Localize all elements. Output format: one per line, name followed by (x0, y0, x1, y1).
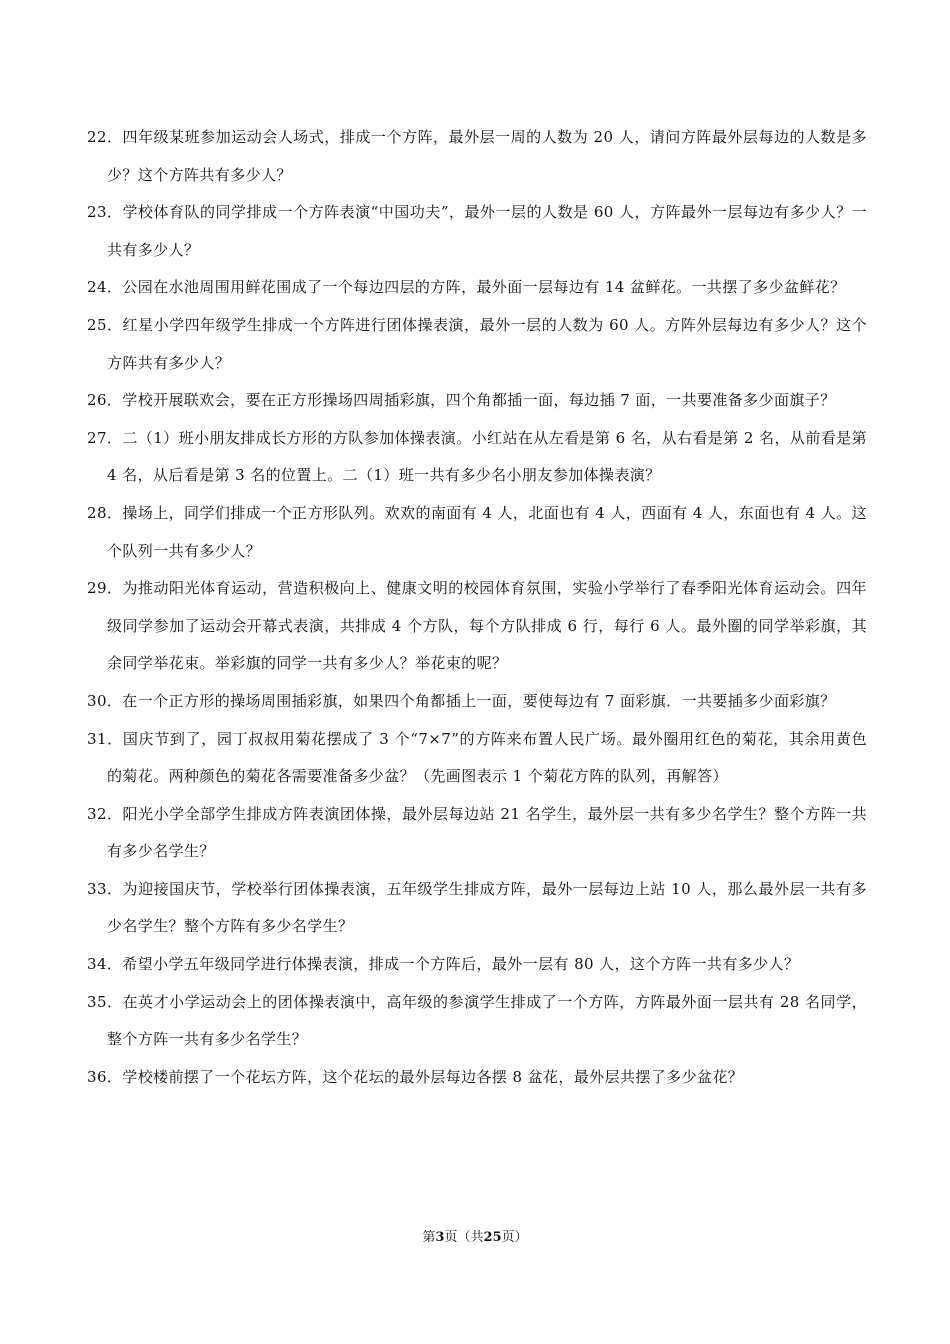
question-number: 36． (87, 1067, 123, 1086)
footer-total-pages: 25 (483, 1230, 502, 1245)
question-text: 为迎接国庆节，学校举行团体操表演，五年级学生排成方阵，最外一层每边上站 10 人，那么最外层一共有多少名学生？整个方阵有多少名学生？ (107, 879, 867, 936)
question-item (87, 1059, 867, 1097)
question-text: 公园在水池周围用鲜花围成了一个每边四层的方阵，最外面一层每边有 14 盆鲜花。一共摆了多少盆鲜花？ (122, 278, 846, 297)
question-item (87, 382, 867, 420)
footer-prefix: 第 (422, 1230, 436, 1245)
question-text: 二（1）班小朋友排成长方形的方队参加体操表演。小红站在从左看是第 6 名，从右看是第 2 名，从前看是第 4 名，从后看是第 3 名的位置上。二（1）班一共有多少名小朋友参加体操表演？ (107, 428, 867, 485)
question-number: 31． (87, 729, 123, 748)
question-text: 学校体育队的同学排成一个方阵表演“中国功夫”，最外一层的人数是 60 人，方阵最外一层每边有多少人？一共有多少人？ (107, 203, 867, 259)
question-number: 25． (87, 315, 123, 334)
question-number: 30． (87, 691, 123, 710)
question-item (87, 871, 867, 946)
question-item (87, 796, 867, 871)
question-item (87, 119, 867, 194)
question-number: 22． (87, 128, 123, 146)
question-item (87, 946, 867, 984)
footer-page-number: 3 (435, 1230, 445, 1245)
question-text: 四年级某班参加运动会人场式，排成一个方阵，最外层一周的人数为 20 人，请问方阵最外层每边的人数是多少？这个方阵共有多少人？ (107, 128, 867, 184)
question-number: 35． (87, 992, 123, 1011)
question-item (87, 420, 867, 495)
question-text: 在一个正方形的操场周围插彩旗，如果四个角都插上一面，要使每边有 7 面彩旗．一共要插多少面彩旗？ (122, 691, 836, 710)
question-item (87, 570, 867, 683)
question-text: 国庆节到了，园丁叔叔用菊花摆成了 3 个“7×7”的方阵来布置人民广场。最外圈用红色的菊花，其余用黄色的菊花。两种颜色的菊花各需要准备多少盆？（先画图表示 1 个菊花方阵的队列，再解答） (107, 729, 867, 786)
question-item (87, 495, 867, 570)
question-item (87, 307, 867, 382)
question-text: 阳光小学全部学生排成方阵表演团体操，最外层每边站 21 名学生，最外层一共有多少名学生？整个方阵一共有多少名学生？ (107, 804, 867, 861)
question-text: 在英才小学运动会上的团体操表演中，高年级的参演学生排成了一个方阵，方阵最外面一层共有 28 名同学，整个方阵一共有多少名学生？ (107, 992, 867, 1049)
question-text: 学校开展联欢会，要在正方形操场四周插彩旗，四个角都插一面，每边插 7 面，一共要准备多少面旗子？ (122, 391, 836, 410)
question-number: 24． (87, 278, 123, 297)
question-number: 34． (87, 955, 123, 974)
question-number: 23． (87, 203, 123, 222)
question-item (87, 194, 867, 269)
question-text: 学校楼前摆了一个花坛方阵，这个花坛的最外层每边各摆 8 盆花，最外层共摆了多少盆花？ (122, 1067, 744, 1086)
question-item (87, 269, 867, 307)
question-text: 为推动阳光体育运动，营造积极向上、健康文明的校园体育氛围，实验小学举行了春季阳光体育运动会。四年级同学参加了运动会开幕式表演，共排成 4 个方队，每个方队排成 6 行，每行 6 人。最外圈的同学举彩旗，其余同学举花束。举彩旗的同学一共有多少人？举花束的呢？ (107, 579, 867, 673)
question-text: 红星小学四年级学生排成一个方阵进行团体操表演，最外一层的人数为 60 人。方阵外层每边有多少人？这个方阵共有多少人？ (107, 315, 867, 372)
question-number: 29． (87, 579, 123, 598)
question-item (87, 721, 867, 796)
question-number: 26． (87, 391, 123, 410)
page-footer (0, 1226, 950, 1245)
question-number: 33． (87, 879, 123, 898)
question-number: 32． (87, 804, 123, 823)
footer-suffix: 页） (501, 1230, 528, 1245)
question-item (87, 984, 867, 1059)
question-number: 27． (87, 428, 123, 447)
question-text: 操场上，同学们排成一个正方形队列。欢欢的南面有 4 人，北面也有 4 人，西面有 4 人，东面也有 4 人。这个队列一共有多少人？ (107, 503, 867, 560)
question-list (87, 119, 867, 1096)
footer-middle: 页（共 (444, 1230, 484, 1245)
question-item (87, 683, 867, 721)
question-text: 希望小学五年级同学进行体操表演，排成一个方阵后，最外一层有 80 人，这个方阵一共有多少人？ (122, 955, 800, 974)
question-number: 28． (87, 503, 123, 522)
